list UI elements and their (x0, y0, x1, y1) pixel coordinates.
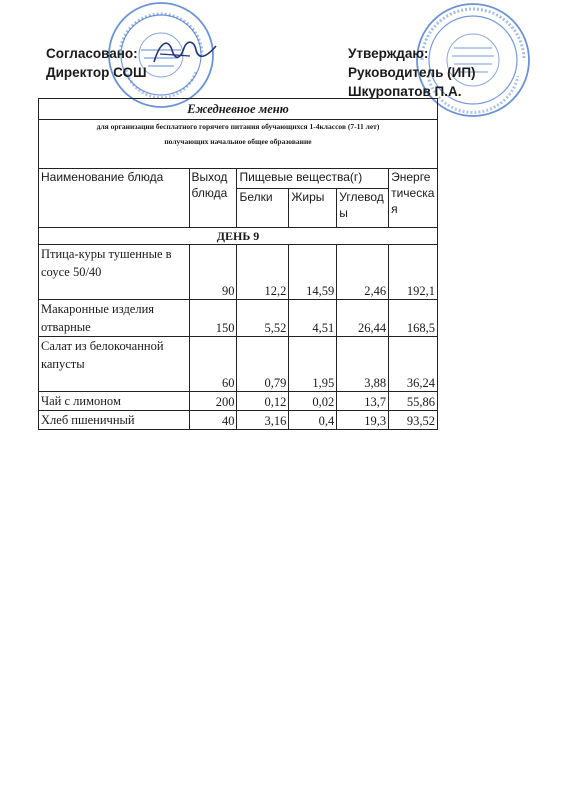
cell-fats: 0,02 (289, 392, 337, 411)
agreed-label: Согласовано: (46, 46, 138, 61)
approved-label: Утверждаю: (348, 46, 429, 61)
menu-subtitle (39, 120, 438, 169)
approved-position: Руководитель (ИП) (348, 65, 476, 80)
cell-energy: 36,24 (389, 337, 438, 392)
cell-carbs: 3,88 (337, 337, 389, 392)
header-proteins: Белки (237, 189, 289, 228)
approved-name: Шкуропатов П.А. (348, 84, 462, 99)
cell-proteins: 0,79 (237, 337, 289, 392)
dish-name: Салат из белокочанной капусты (39, 337, 190, 392)
header-dish-name: Наименование блюда (39, 169, 190, 228)
cell-fats: 0,4 (289, 411, 337, 430)
cell-fats: 1,95 (289, 337, 337, 392)
cell-proteins: 0,12 (237, 392, 289, 411)
cell-proteins: 5,52 (237, 300, 289, 337)
day-label: ДЕНЬ 9 (39, 228, 438, 245)
table-row (39, 245, 438, 300)
header-energy: Энергетическая (389, 169, 438, 228)
cell-carbs: 19,3 (337, 411, 389, 430)
cell-energy: 168,5 (389, 300, 438, 337)
dish-name: Птица-куры тушенные в соусе 50/40 (39, 245, 190, 300)
table-row (39, 411, 438, 430)
cell-carbs: 13,7 (337, 392, 389, 411)
menu-title: Ежедневное меню (39, 99, 438, 120)
dish-name: Хлеб пшеничный (39, 411, 190, 430)
director-signature (150, 32, 220, 72)
cell-proteins: 3,16 (237, 411, 289, 430)
menu-subtitle-line2: получающих начальное общее образование (164, 137, 312, 146)
cell-yield: 60 (189, 337, 237, 392)
agreed-block (46, 44, 147, 82)
cell-energy: 93,52 (389, 411, 438, 430)
header-yield: Выход блюда (189, 169, 237, 228)
cell-yield: 150 (189, 300, 237, 337)
table-row (39, 300, 438, 337)
cell-carbs: 26,44 (337, 300, 389, 337)
table-row (39, 337, 438, 392)
cell-proteins: 12,2 (237, 245, 289, 300)
dish-name: Чай с лимоном (39, 392, 190, 411)
agreed-position: Директор СОШ (46, 65, 147, 80)
menu-table (38, 98, 438, 430)
cell-yield: 200 (189, 392, 237, 411)
dish-name: Макаронные изделия отварные (39, 300, 190, 337)
menu-subtitle-line1: для организации бесплатного горячего питания обучающихся 1-4классов (7-11 лет) (96, 122, 380, 131)
header-fats: Жиры (289, 189, 337, 228)
cell-fats: 14,59 (289, 245, 337, 300)
cell-fats: 4,51 (289, 300, 337, 337)
header-carbs: Углеводы (337, 189, 389, 228)
cell-energy: 192,1 (389, 245, 438, 300)
approved-block (348, 44, 476, 101)
table-row (39, 392, 438, 411)
cell-carbs: 2,46 (337, 245, 389, 300)
cell-yield: 40 (189, 411, 237, 430)
cell-energy: 55,86 (389, 392, 438, 411)
cell-yield: 90 (189, 245, 237, 300)
header-nutrients: Пищевые вещества(г) (237, 169, 389, 189)
